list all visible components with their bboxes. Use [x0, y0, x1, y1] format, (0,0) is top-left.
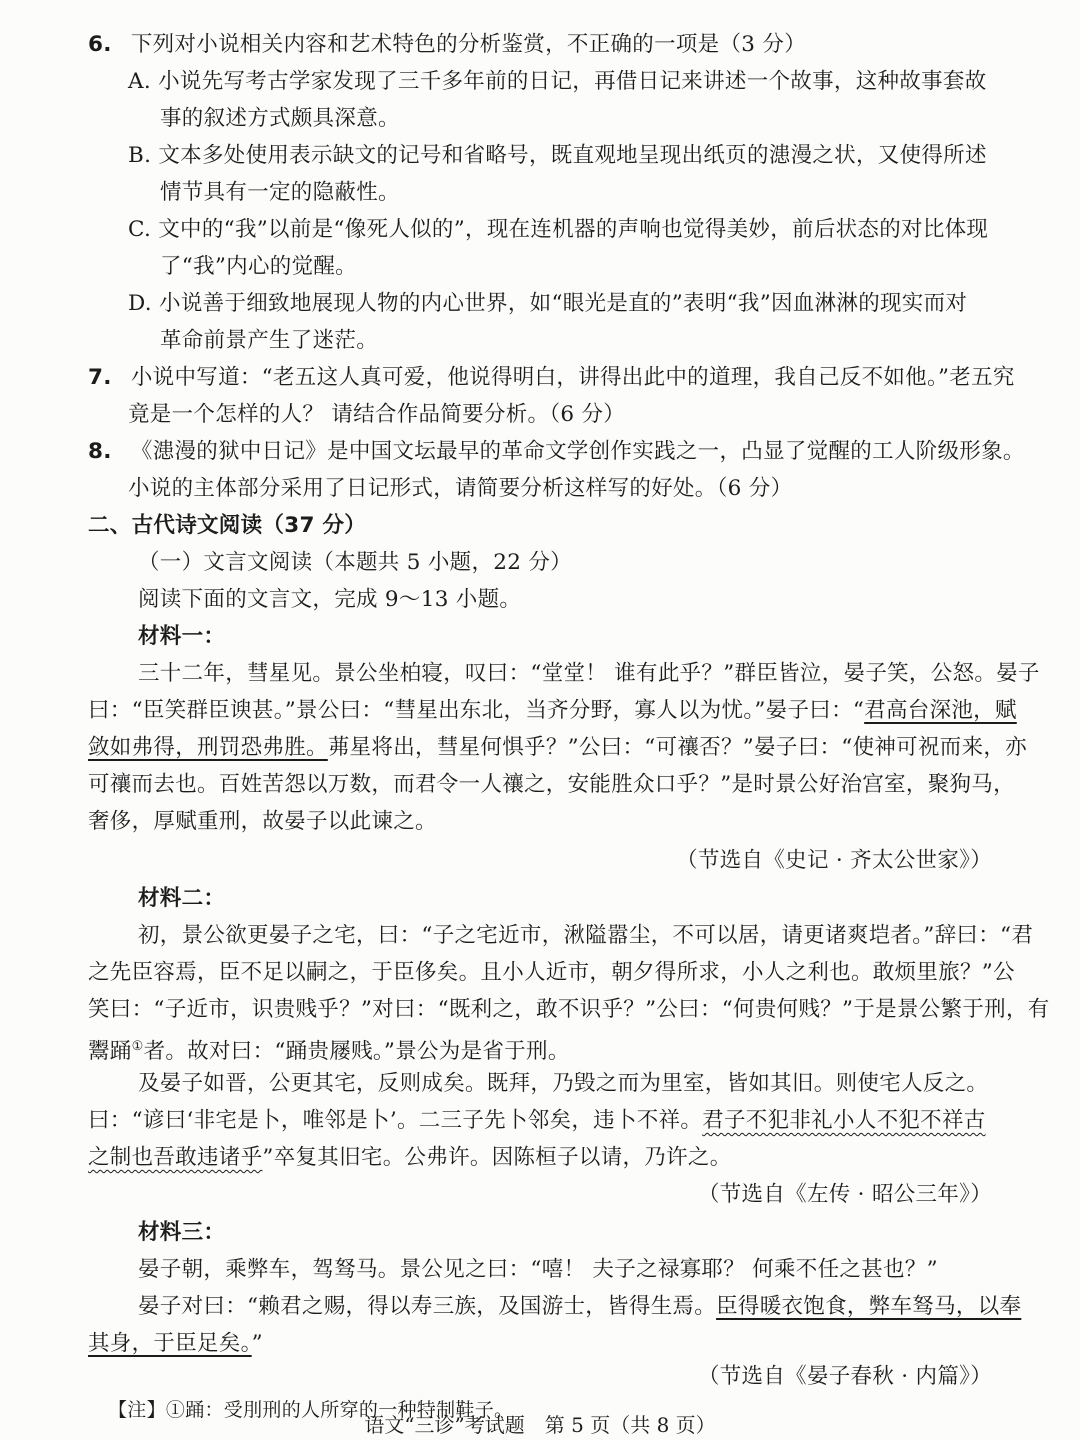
q6-option-b-cont: 情节具有一定的隐蔽性。: [160, 180, 400, 205]
q6-option-b: B. 文本多处使用表示缺文的记号和省略号，既直观地呈现出纸页的漶漫之状，又使得所述: [128, 143, 987, 168]
material-3-text: ”: [251, 1331, 263, 1356]
material-2-line: 笑曰：“子近市，识贵贱乎？”对曰：“既利之，敢不识乎？”公曰：“何贵何贱？”于是景公繁于刑，有: [88, 997, 1050, 1022]
material-2-line: 初，景公欲更晏子之宅，曰：“子之宅近市，湫隘嚣尘，不可以居，请更诸爽垲者。”辞曰：“君: [138, 923, 1034, 948]
material-3-line: 晏子朝，乘弊车，驾驽马。景公见之曰：“嘻！ 夫子之禄寡耶？ 何乘不任之甚也？”: [138, 1257, 938, 1282]
q6-option-a-cont: 事的叙述方式颇具深意。: [160, 106, 400, 131]
material-3-line: [88, 1329, 263, 1359]
q7-text: 小说中写道：“老五这人真可爱，他说得明白，讲得出此中的道理，我自己反不如他。”老五究: [130, 365, 1015, 390]
q8-number: 8.: [88, 439, 112, 464]
material-2-text: ”卒复其旧宅。公弗许。因陈桓子以请，乃许之。: [262, 1145, 732, 1170]
material-2-line: [88, 1106, 986, 1136]
q7-line-2: 竟是一个怎样的人？ 请结合作品简要分析。（6 分）: [128, 402, 626, 427]
material-3-line: [138, 1292, 1021, 1322]
material-2-line: 及晏子如晋，公更其宅，反则成矣。既拜，乃毁之而为里室，皆如其旧。则使宅人反之。: [138, 1071, 989, 1096]
material-1-line: 奢侈，厚赋重刑，故晏子以此谏之。: [88, 809, 437, 834]
footnote-marker: ①: [131, 1039, 144, 1054]
underlined-sentence: 君高台深池，赋: [864, 698, 1017, 723]
section-title: 二、古代诗文阅读（37 分）: [88, 513, 367, 538]
underlined-sentence: 臣得暖衣饱食，弊车驽马，以奉: [716, 1294, 1022, 1319]
q6-option-d: D. 小说善于细致地展现人物的内心世界，如“眼光是直的”表明“我”因血淋淋的现实而对: [128, 291, 968, 316]
material-3-title: 材料三：: [138, 1220, 226, 1245]
q6-option-a: A. 小说先写考古学家发现了三千多年前的日记，再借日记来讲述一个故事，这种故事套故: [128, 69, 987, 94]
material-1-text: 曰：“臣笑群臣谀甚。”景公曰：“彗星出东北，当齐分野，寡人以为忧。”晏子曰：“: [88, 698, 865, 723]
material-2-text: 曰：“谚曰‘非宅是卜，唯邻是卜’。二三子先卜邻矣，违卜不祥。: [88, 1108, 703, 1133]
q8-line-2: 小说的主体部分采用了日记形式，请简要分析这样写的好处。（6 分）: [128, 476, 793, 501]
material-1-line: [88, 733, 1027, 763]
underlined-sentence: 敛如弗得，刑罚恐弗胜。: [88, 735, 328, 760]
material-1-text: 茀星将出，彗星何惧乎？”公曰：“可禳否？”晏子曰：“使神可祝而来，亦: [327, 735, 1027, 760]
wavy-underlined-sentence: 君子不犯非礼小人不犯不祥古: [702, 1108, 986, 1133]
material-1-line: [88, 696, 1017, 726]
wavy-underlined-sentence: 之制也吾敢违诸乎: [88, 1145, 263, 1170]
material-2-line: [88, 1143, 732, 1173]
q6-option-d-cont: 革命前景产生了迷茫。: [160, 328, 379, 353]
material-2-line: 之先臣容焉，臣不足以嗣之，于臣侈矣。且小人近市，朝夕得所求，小人之利也。敢烦里旅？”公: [88, 960, 1015, 985]
footnote: 【注】①踊：受刖刑的人所穿的一种特制鞋子。: [108, 1399, 514, 1421]
material-1-line: 三十二年，彗星见。景公坐柏寝，叹曰：“堂堂！ 谁有此乎？”群臣皆泣，晏子笑，公怒。晏子: [138, 661, 1040, 686]
material-3-source: （节选自《晏子春秋 · 内篇》）: [697, 1364, 992, 1389]
material-2-text: 者。故对曰：“踊贵屦贱。”景公为是省于刑。: [143, 1039, 570, 1065]
underlined-sentence: 其身，于臣足矣。: [88, 1331, 252, 1356]
q8-line-1: [88, 437, 1025, 467]
q8-text: 《漶漫的狱中日记》是中国文坛最早的革命文学创作实践之一，凸显了觉醒的工人阶级形象。: [130, 439, 1025, 464]
q6-stem-text: 下列对小说相关内容和艺术特色的分析鉴赏，不正确的一项是（3 分）: [130, 32, 806, 57]
q7-line-1: [88, 363, 1015, 393]
q6-option-c: C. 文中的“我”以前是“像死人似的”，现在连机器的声响也觉得美妙，前后状态的对比体现: [128, 217, 989, 242]
material-2-title: 材料二：: [138, 886, 226, 911]
q6-option-c-cont: 了“我”内心的觉醒。: [160, 254, 357, 279]
material-1-title: 材料一：: [138, 624, 226, 649]
material-1-source: （节选自《史记 · 齐太公世家》）: [676, 848, 992, 873]
material-3-text: 晏子对曰：“赖君之赐，得以寿三族，及国游士，皆得生焉。: [138, 1294, 717, 1319]
page-footer: 语文“三诊”考试题 第 5 页（共 8 页）: [364, 1413, 716, 1437]
material-2-text: 鬻踊: [88, 1039, 132, 1065]
section-instruction: 阅读下面的文言文，完成 9～13 小题。: [138, 587, 522, 612]
material-1-line: 可禳而去也。百姓苦怨以万数，而君令一人禳之，安能胜众口乎？”是时景公好治宫室，聚狗马，: [88, 772, 1015, 797]
material-2-source: （节选自《左传 · 昭公三年》）: [697, 1182, 992, 1207]
section-subtitle: （一）文言文阅读（本题共 5 小题，22 分）: [138, 550, 572, 575]
q6-stem: [88, 30, 806, 60]
material-2-line: [88, 1032, 570, 1067]
q7-number: 7.: [88, 365, 112, 390]
q6-number: 6.: [88, 32, 112, 57]
